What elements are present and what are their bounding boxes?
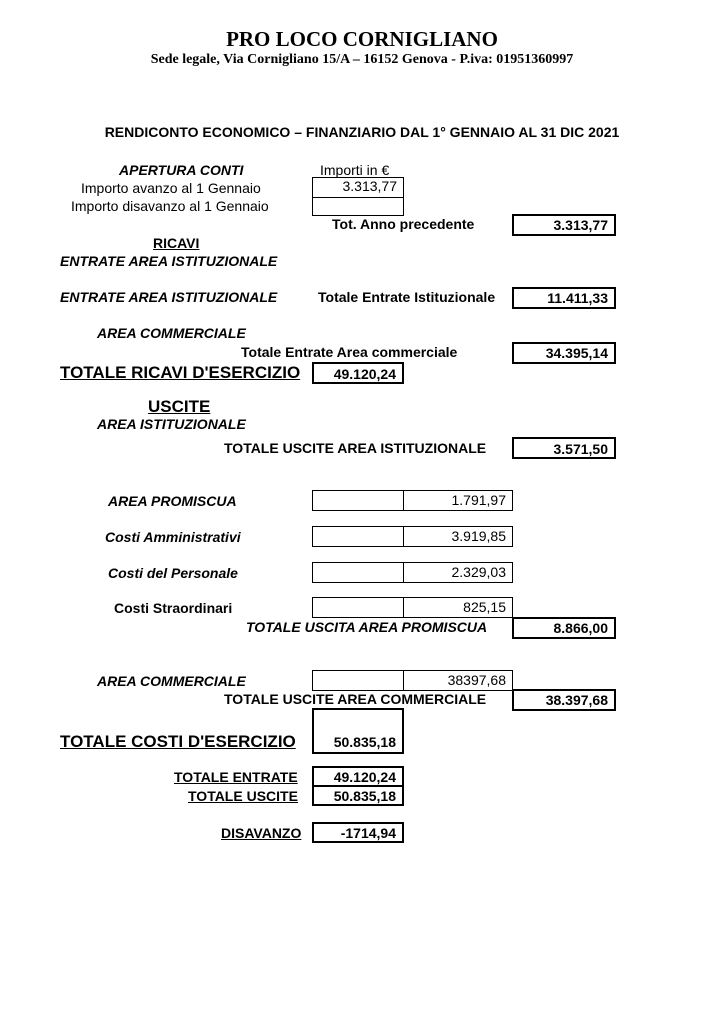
expenses-total-label: TOTALE COSTI D'ESERCIZIO [60,732,296,751]
mixed-row-blank-cell [312,490,404,511]
revenue-comm-total-label: Totale Entrate Area commerciale [241,344,458,360]
revenue-comm-total-value: 34.395,14 [512,342,616,364]
expenses-inst-total-label: TOTALE USCITE AREA ISTITUZIONALE [224,440,487,456]
revenue-inst-total-value: 11.411,33 [512,287,616,309]
expenses-total-value: 50.835,18 [312,708,404,754]
admin-costs-label: Costi Amministrativi [105,529,241,545]
summary-income-value: 49.120,24 [312,766,404,787]
revenue-inst-total-label: Totale Entrate Istituzionale [318,289,496,305]
expenses-inst-total-value: 3.571,50 [512,437,616,459]
summary-deficit-value: -1714,94 [312,822,404,843]
revenue-heading: RICAVI [153,235,200,251]
surplus-label: Importo avanzo al 1 Gennaio [81,180,261,196]
expenses-heading: USCITE [148,397,211,416]
summary-expense-value: 50.835,18 [312,785,404,806]
amounts-label: Importi in € [320,162,390,178]
mixed-row-label: AREA PROMISCUA [108,493,237,509]
report-title: RENDICONTO ECONOMICO – FINANZIARIO DAL 1° GENNAIO AL 31 DIC 2021 [104,124,620,140]
revenue-comm-heading: AREA COMMERCIALE [97,325,246,341]
extraordinary-costs-label: Costi Straordinari [114,600,233,616]
personnel-costs-label: Costi del Personale [108,565,238,581]
org-address: Sede legale, Via Cornigliano 15/A – 16152 Genova - P.iva: 01951360997 [150,52,574,67]
admin-costs-value: 3.919,85 [403,526,513,547]
prev-year-value: 3.313,77 [512,214,616,236]
deficit-label: Importo disavanzo al 1 Gennaio [71,198,269,214]
revenue-inst-heading: ENTRATE AREA ISTITUZIONALE [60,253,278,269]
expenses-comm-total-label: TOTALE USCITE AREA COMMERCIALE [224,691,487,707]
mixed-total-value: 8.866,00 [512,617,616,639]
extraordinary-costs-blank-cell [312,597,404,618]
expenses-inst-heading: AREA ISTITUZIONALE [97,416,246,432]
summary-income-label: TOTALE ENTRATE [174,769,298,785]
expenses-comm-total-value: 38.397,68 [512,689,616,711]
prev-year-label: Tot. Anno precedente [332,216,475,232]
expenses-comm-blank-cell [312,670,404,691]
summary-expense-label: TOTALE USCITE [188,788,298,804]
opening-heading: APERTURA CONTI [119,162,244,178]
org-name: PRO LOCO CORNIGLIANO [226,27,498,51]
mixed-total-label: TOTALE USCITA AREA PROMISCUA [246,619,488,635]
extraordinary-costs-value: 825,15 [403,597,513,618]
personnel-costs-blank-cell [312,562,404,583]
deficit-value [312,197,404,216]
revenue-total-label: TOTALE RICAVI D'ESERCIZIO [60,363,301,382]
expenses-comm-value: 38397,68 [403,670,513,691]
revenue-inst-row-label: ENTRATE AREA ISTITUZIONALE [60,289,278,305]
summary-deficit-label: DISAVANZO [221,825,302,841]
expenses-comm-label: AREA COMMERCIALE [97,673,246,689]
admin-costs-blank-cell [312,526,404,547]
revenue-total-value: 49.120,24 [312,362,404,384]
mixed-row-value: 1.791,97 [403,490,513,511]
surplus-value: 3.313,77 [312,177,404,198]
personnel-costs-value: 2.329,03 [403,562,513,583]
